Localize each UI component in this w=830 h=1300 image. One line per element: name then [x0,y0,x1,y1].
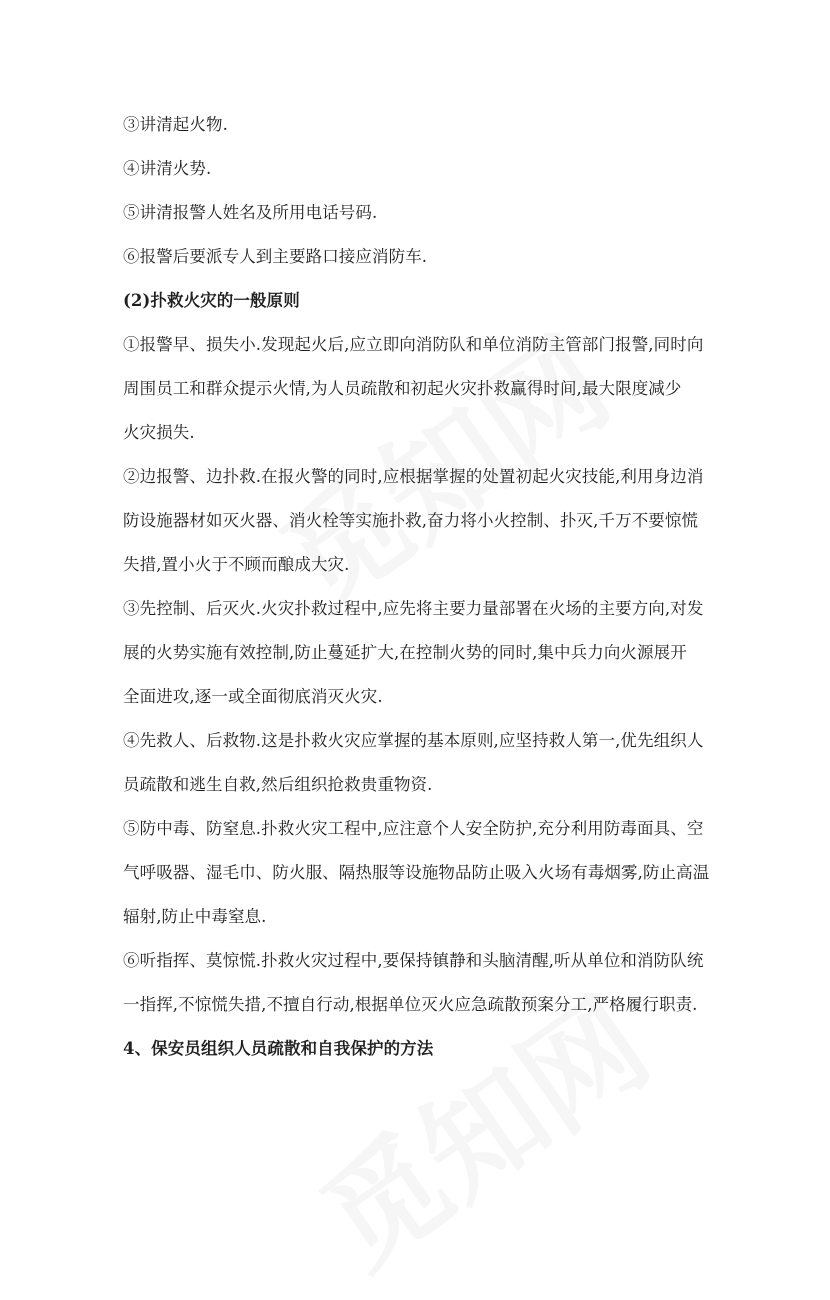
paragraph-line: ②边报警、边扑救.在报火警的同时,应根据掌握的处置初起火灾技能,利用身边消 [123,467,704,486]
paragraph-line: 辐射,防止中毒窒息. [123,907,267,926]
paragraph-line: 展的火势实施有效控制,防止蔓延扩大,在控制火势的同时,集中兵力向火源展开 [123,643,687,662]
paragraph-line: 全面进攻,逐一或全面彻底消灭火灾. [123,687,383,706]
paragraph-line: 员疏散和逃生自救,然后组织抢救贵重物资. [123,775,433,794]
paragraph-line: 防设施器材如灭火器、消火栓等实施扑救,奋力将小火控制、扑灭,千万不要惊慌 [123,511,699,530]
paragraph-line: ③讲清起火物. [123,115,228,134]
paragraph-line: ⑤讲清报警人姓名及所用电话号码. [123,203,378,222]
paragraph-line: 一指挥,不惊慌失措,不擅自行动,根据单位灭火应急疏散预案分工,严格履行职责. [123,995,698,1014]
paragraph-line: ⑥听指挥、莫惊慌.扑救火灾过程中,要保持镇静和头脑清醒,听从单位和消防队统 [123,951,704,970]
document-body [123,106,723,1067]
paragraph-line: ③先控制、后灭火.火灾扑救过程中,应先将主要力量部署在火场的主要方向,对发 [123,599,704,618]
section-heading: (2)扑救火灾的一般原则 [123,291,300,310]
paragraph-line: ⑥报警后要派专人到主要路口接应消防车. [123,247,428,266]
paragraph-line: ④讲清火势. [123,159,212,178]
paragraph-line: 失措,置小火于不顾而酿成大灾. [123,555,350,574]
paragraph-line: 周围员工和群众提示火情,为人员疏散和初起火灾扑救赢得时间,最大限度减少 [123,379,682,398]
paragraph-line: ⑤防中毒、防窒息.扑救火灾工程中,应注意个人安全防护,充分利用防毒面具、空 [123,819,704,838]
paragraph-line: 火灾损失. [123,423,195,442]
section-heading: 4、保安员组织人员疏散和自我保护的方法 [123,1039,434,1058]
paragraph-line: 气呼吸器、湿毛巾、防火服、隔热服等设施物品防止吸入火场有毒烟雾,防止高温 [123,863,710,882]
paragraph-line: ①报警早、损失小.发现起火后,应立即向消防队和单位消防主管部门报警,同时向 [123,335,704,354]
paragraph-line: ④先救人、后救物.这是扑救火灾应掌握的基本原则,应坚持救人第一,优先组织人 [123,731,704,750]
